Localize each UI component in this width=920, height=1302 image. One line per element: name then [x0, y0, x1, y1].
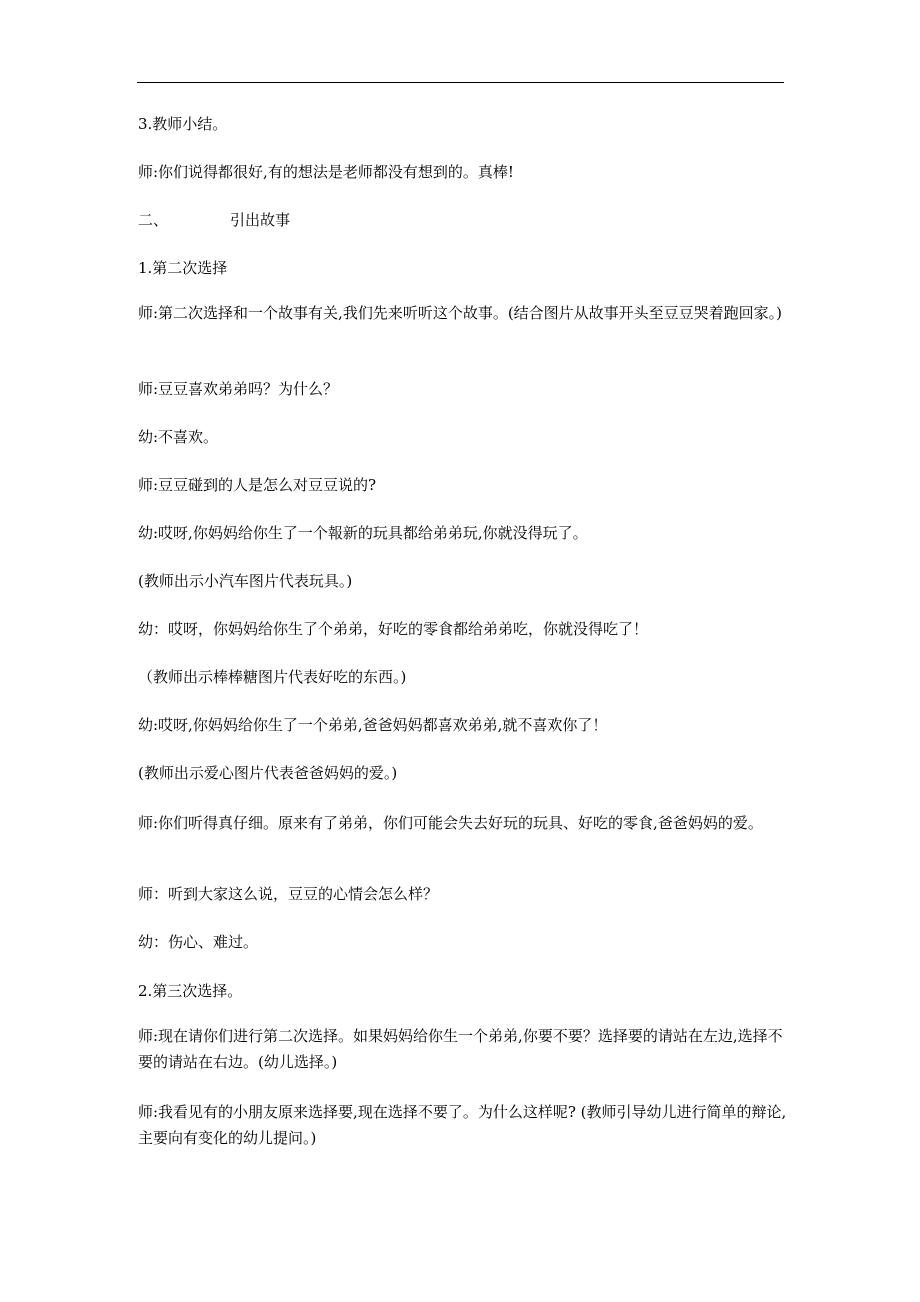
- paragraph: 2.第三次选择。: [138, 982, 243, 1000]
- paragraph: 3.教师小结。: [138, 115, 228, 133]
- paragraph: (教师出示爱心图片代表爸爸妈妈的爱。): [138, 764, 398, 782]
- paragraph: 幼：哎呀，你妈妈给你生了个弟弟，好吃的零食都给弟弟吃，你就没得吃了！: [138, 620, 649, 638]
- paragraph: 师:我看见有的小朋友原来选择要,现在选择不要了。为什么这样呢? (教师引导幼儿进行简单的辩论, 主要向有变化的幼儿提问。): [138, 1103, 787, 1147]
- paragraph: 师:你们听得真仔细。原来有了弟弟，你们可能会失去好玩的玩具、好吃的零食,爸爸妈妈的爱。: [138, 814, 763, 832]
- paragraph: 1.第二次选择: [138, 259, 228, 277]
- header-rule: [137, 82, 784, 83]
- paragraph: 幼:哎呀,你妈妈给你生了一个弟弟,爸爸妈妈都喜欢弟弟,就不喜欢你了！: [138, 716, 608, 734]
- paragraph: 师:豆豆碰到的人是怎么对豆豆说的?: [138, 476, 377, 494]
- paragraph: (教师出示小汽车图片代表玩具。): [138, 572, 353, 590]
- paragraph: 师:豆豆喜欢弟弟吗？为什么？: [138, 380, 339, 398]
- section-heading: [138, 212, 788, 229]
- paragraph: 幼：伤心、难过。: [138, 933, 259, 951]
- section-number: 二、: [138, 211, 169, 229]
- paragraph: 师:你们说得都很好,有的想法是老师都没有想到的。真棒!: [138, 163, 514, 181]
- paragraph: 幼:不喜欢。: [138, 428, 219, 446]
- paragraph: 幼:哎呀,你妈妈给你生了一个報新的玩具都给弟弟玩,你就没得玩了。: [138, 524, 588, 542]
- paragraph: （教师出示棒棒糖图片代表好吃的东西。): [138, 668, 407, 686]
- paragraph: 师:第二次选择和一个故事有关,我们先来听听这个故事。(结合图片从故事开头至豆豆哭着跑回家。): [138, 304, 783, 322]
- paragraph: 师：听到大家这么说，豆豆的心情会怎么样？: [138, 885, 439, 903]
- section-title: 引出故事: [230, 211, 291, 229]
- paragraph: 师:现在请你们进行第二次选择。如果妈妈给你生一个弟弟,你要不要？选择要的请站在左边,选择不要的请站在右边。(幼儿选择。): [138, 1027, 783, 1071]
